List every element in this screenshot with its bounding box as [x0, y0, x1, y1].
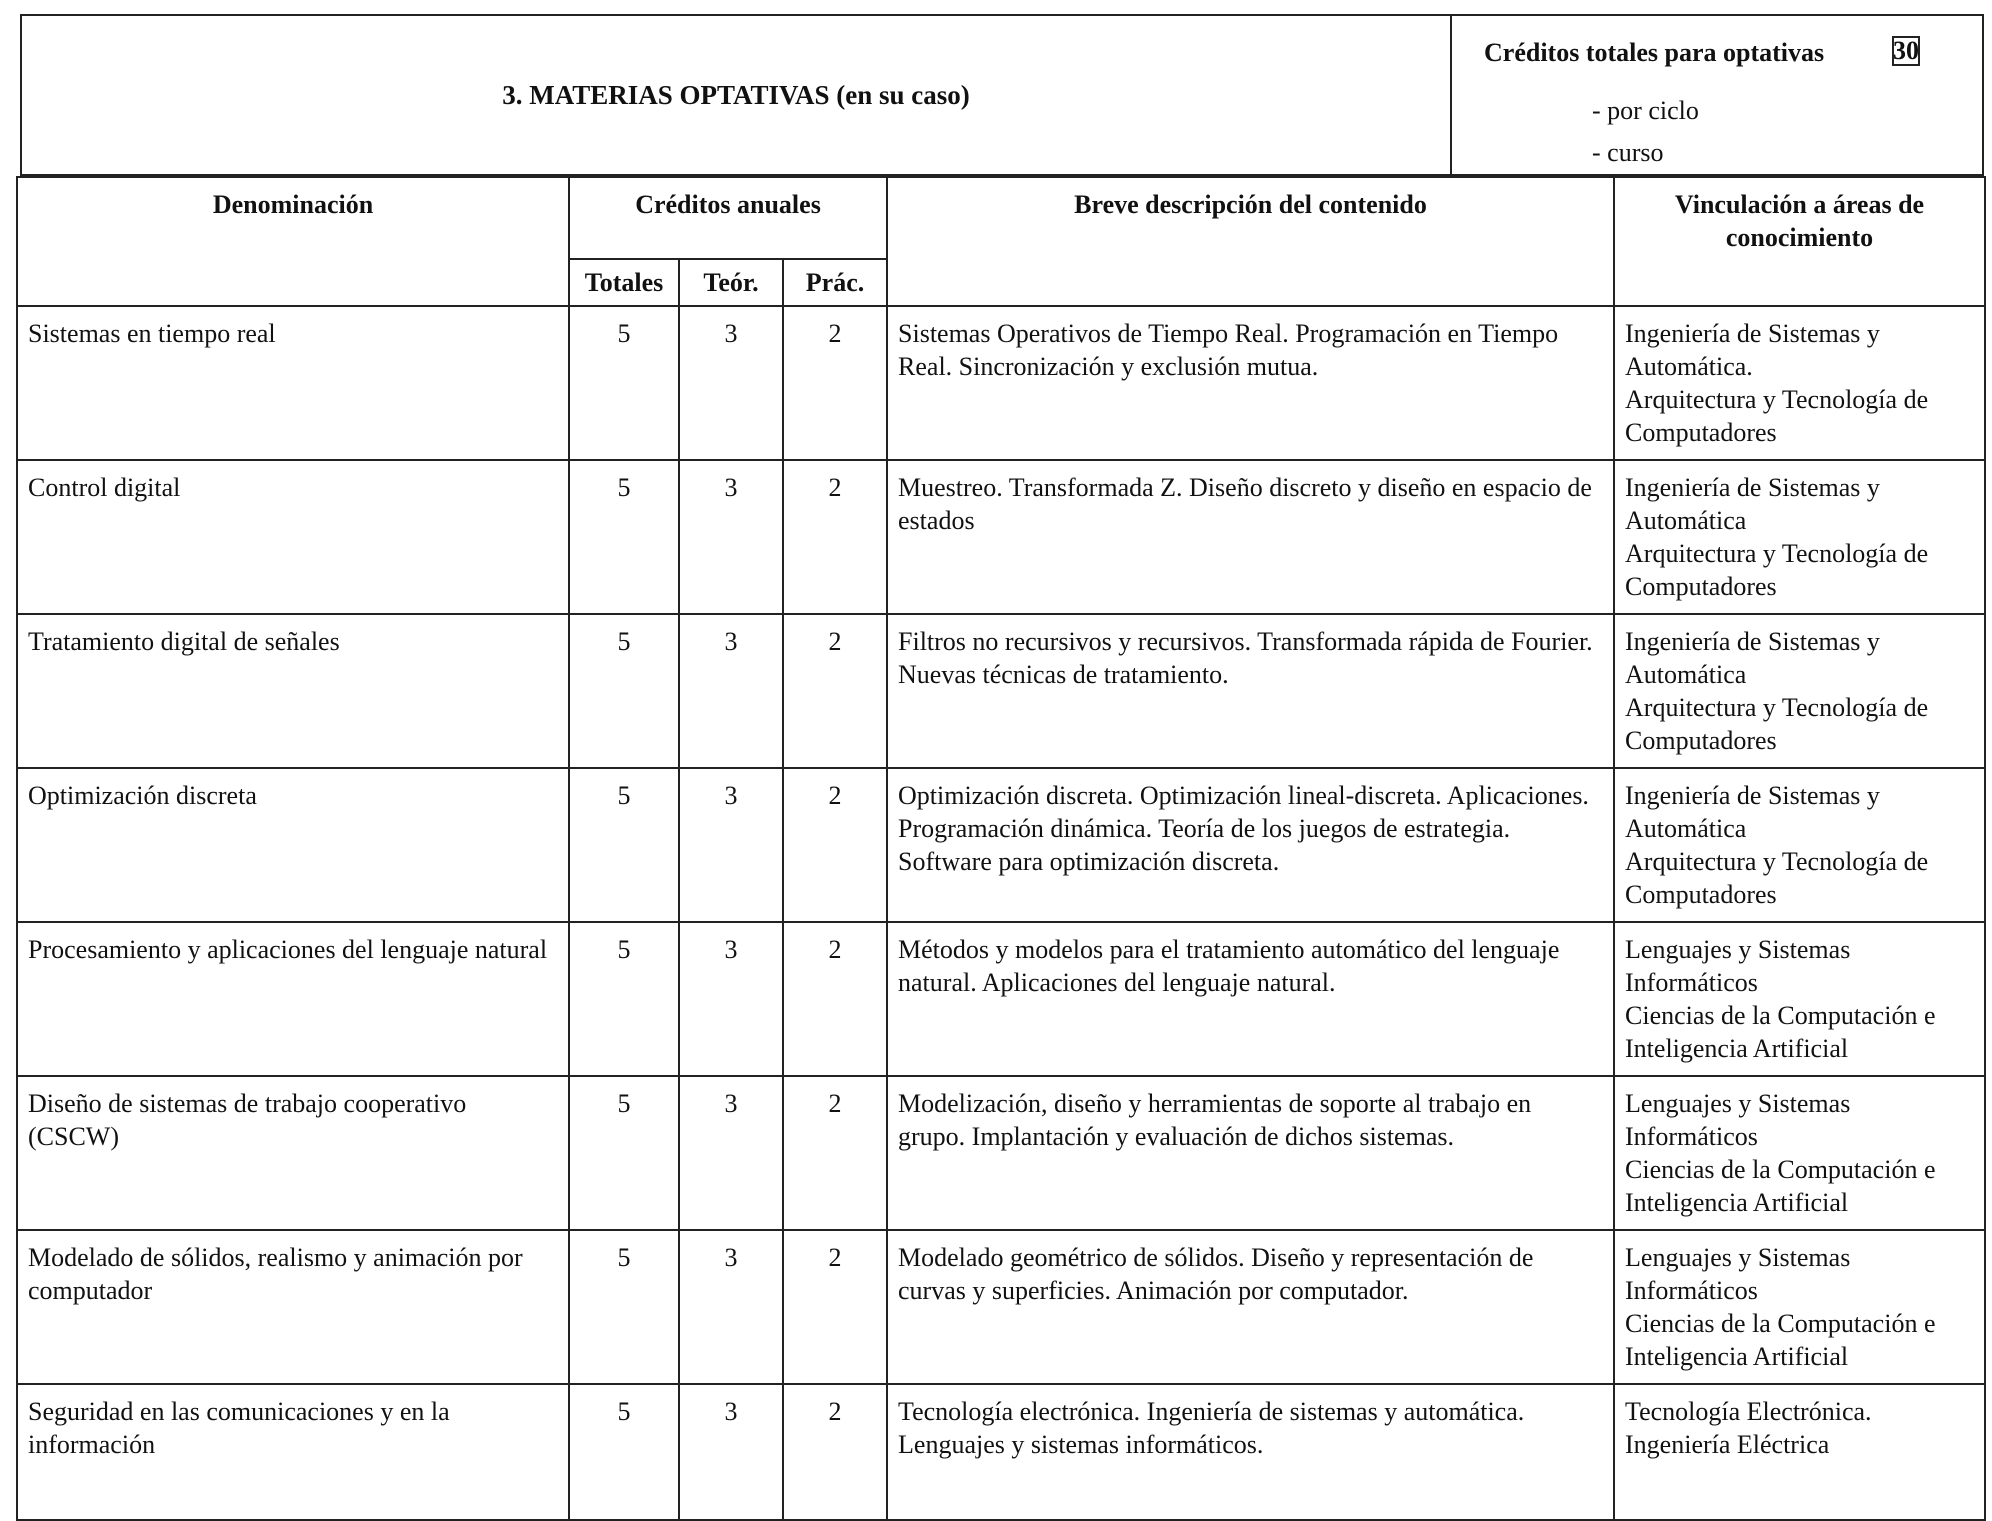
knowledge-areas	[1614, 460, 1985, 614]
knowledge-area-item: Arquitectura y Tecnología de Computadores	[1625, 385, 1929, 447]
knowledge-areas	[1614, 1076, 1985, 1230]
subject-name: Procesamiento y aplicaciones del lenguaje natural	[17, 922, 569, 1076]
col-header-totales: Totales	[569, 259, 679, 306]
credits-prac: 2	[783, 922, 887, 1076]
subject-description: Muestreo. Transformada Z. Diseño discreto y diseño en espacio de estados	[887, 460, 1614, 614]
subject-name: Sistemas en tiempo real	[17, 306, 569, 460]
knowledge-area-item: Lenguajes y Sistemas Informáticos	[1625, 935, 1851, 997]
knowledge-area-item: Arquitectura y Tecnología de Computadores	[1625, 847, 1929, 909]
table-row	[17, 460, 1985, 614]
credits-prac: 2	[783, 614, 887, 768]
credits-teor: 3	[679, 306, 783, 460]
table-row	[17, 1384, 1985, 1520]
knowledge-areas	[1614, 306, 1985, 460]
knowledge-area-item: Ingeniería Eléctrica	[1625, 1430, 1830, 1459]
credits-sub-curso: - curso	[1592, 138, 1664, 167]
table-row	[17, 1076, 1985, 1230]
knowledge-areas	[1614, 922, 1985, 1076]
credits-totales: 5	[569, 1230, 679, 1384]
credits-value-box: 30	[1893, 36, 1919, 65]
credits-teor: 3	[679, 460, 783, 614]
subject-description: Modelado geométrico de sólidos. Diseño y representación de curvas y superficies. Animación por computador.	[887, 1230, 1614, 1384]
knowledge-areas	[1614, 1384, 1985, 1520]
credits-prac: 2	[783, 768, 887, 922]
subject-name: Tratamiento digital de señales	[17, 614, 569, 768]
knowledge-area-item: Ciencias de la Computación e Inteligencia Artificial	[1625, 1155, 1936, 1217]
table-row	[17, 922, 1985, 1076]
knowledge-area-item: Ingeniería de Sistemas y Automática	[1625, 627, 1880, 689]
subject-description: Métodos y modelos para el tratamiento automático del lenguaje natural. Aplicaciones del lenguaje natural.	[887, 922, 1614, 1076]
table-header-row	[17, 177, 1985, 259]
subject-name: Optimización discreta	[17, 768, 569, 922]
credits-totales: 5	[569, 306, 679, 460]
credits-totales: 5	[569, 460, 679, 614]
credits-teor: 3	[679, 768, 783, 922]
credits-totales: 5	[569, 768, 679, 922]
credits-totales: 5	[569, 614, 679, 768]
credits-prac: 2	[783, 1230, 887, 1384]
knowledge-areas	[1614, 768, 1985, 922]
knowledge-area-item: Ciencias de la Computación e Inteligencia Artificial	[1625, 1309, 1936, 1371]
credits-label: Créditos totales para optativas	[1484, 38, 1825, 67]
col-header-denominacion: Denominación	[17, 177, 569, 306]
credits-teor: 3	[679, 922, 783, 1076]
subject-description: Sistemas Operativos de Tiempo Real. Programación en Tiempo Real. Sincronización y exclusión mutua.	[887, 306, 1614, 460]
credits-teor: 3	[679, 1230, 783, 1384]
knowledge-area-item: Arquitectura y Tecnología de Computadores	[1625, 693, 1929, 755]
knowledge-area-item: Ingeniería de Sistemas y Automática	[1625, 781, 1880, 843]
knowledge-area-item: Ingeniería de Sistemas y Automática	[1625, 473, 1880, 535]
knowledge-areas	[1614, 614, 1985, 768]
section-header	[20, 14, 1984, 176]
col-header-descripcion: Breve descripción del contenido	[887, 177, 1614, 306]
knowledge-area-item: Lenguajes y Sistemas Informáticos	[1625, 1243, 1851, 1305]
table-body	[17, 306, 1985, 1520]
credits-prac: 2	[783, 460, 887, 614]
knowledge-area-item: Arquitectura y Tecnología de Computadores	[1625, 539, 1929, 601]
knowledge-area-item: Tecnología Electrónica.	[1625, 1397, 1872, 1426]
subject-description: Filtros no recursivos y recursivos. Transformada rápida de Fourier. Nuevas técnicas de tratamiento.	[887, 614, 1614, 768]
subject-name: Control digital	[17, 460, 569, 614]
credits-prac: 2	[783, 306, 887, 460]
credits-totales: 5	[569, 1384, 679, 1520]
credits-prac: 2	[783, 1384, 887, 1520]
subject-name: Modelado de sólidos, realismo y animación por computador	[17, 1230, 569, 1384]
credits-teor: 3	[679, 614, 783, 768]
knowledge-area-item: Ingeniería de Sistemas y Automática.	[1625, 319, 1880, 381]
col-header-teor: Teór.	[679, 259, 783, 306]
col-header-prac: Prác.	[783, 259, 887, 306]
section-title: 3. MATERIAS OPTATIVAS (en su caso)	[22, 16, 1452, 174]
col-header-creditos: Créditos anuales	[569, 177, 887, 259]
knowledge-area-item: Ciencias de la Computación e Inteligencia Artificial	[1625, 1001, 1936, 1063]
subject-description: Optimización discreta. Optimización lineal-discreta. Aplicaciones. Programación dinámica. Teoría de los juegos de estrategia. Software para optimización discreta.	[887, 768, 1614, 922]
credits-prac: 2	[783, 1076, 887, 1230]
subject-name: Seguridad en las comunicaciones y en la información	[17, 1384, 569, 1520]
table-row	[17, 306, 1985, 460]
knowledge-area-item: Lenguajes y Sistemas Informáticos	[1625, 1089, 1851, 1151]
credits-teor: 3	[679, 1384, 783, 1520]
credits-sub-ciclo: - por ciclo	[1592, 96, 1699, 125]
subject-description: Tecnología electrónica. Ingeniería de sistemas y automática. Lenguajes y sistemas informáticos.	[887, 1384, 1614, 1520]
table-row	[17, 614, 1985, 768]
optativas-table	[16, 176, 1986, 1521]
subject-description: Modelización, diseño y herramientas de soporte al trabajo en grupo. Implantación y evaluación de dichos sistemas.	[887, 1076, 1614, 1230]
knowledge-areas	[1614, 1230, 1985, 1384]
col-header-vinculacion: Vinculación a áreas de conocimiento	[1614, 177, 1985, 306]
credits-totales: 5	[569, 1076, 679, 1230]
table-row	[17, 1230, 1985, 1384]
credits-panel	[1454, 16, 1982, 174]
table-row	[17, 768, 1985, 922]
subject-name: Diseño de sistemas de trabajo cooperativo (CSCW)	[17, 1076, 569, 1230]
credits-totales: 5	[569, 922, 679, 1076]
credits-teor: 3	[679, 1076, 783, 1230]
